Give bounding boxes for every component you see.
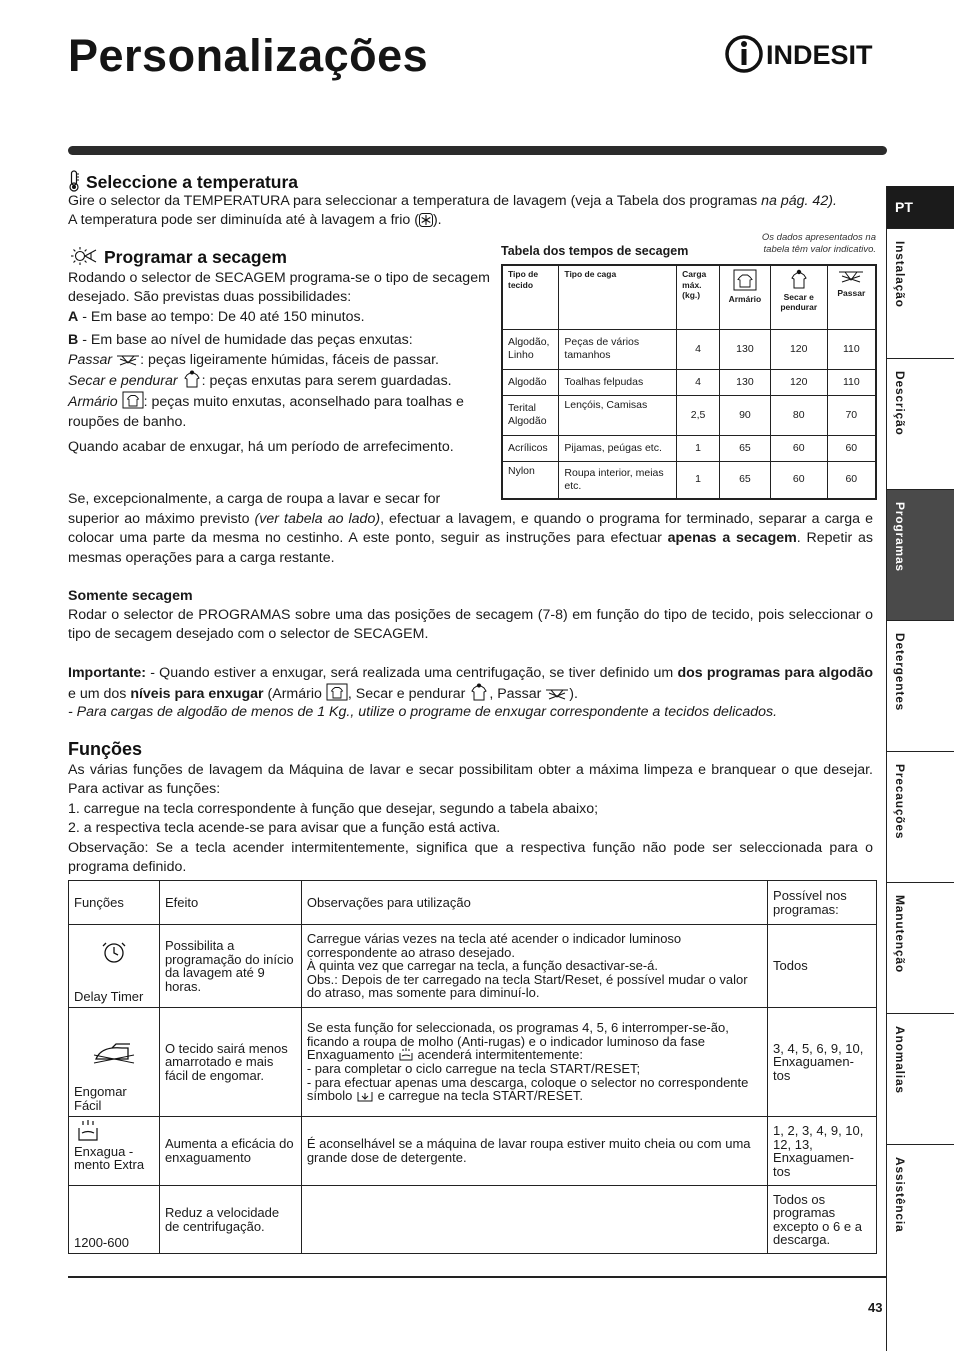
passar-icon xyxy=(545,687,569,701)
table-row: 1200-600 Reduz a velocidade de centrifugação. Todos os programas excepto o 6 e a descarga. xyxy=(69,1186,877,1254)
secar-pendurar-icon xyxy=(469,683,489,701)
armario-icon xyxy=(725,269,765,294)
rinse-icon xyxy=(76,1120,154,1145)
table-row: Delay Timer Possibilita a programação do início da lavagem até 9 horas. Carregue várias vezes na tecla até acender o indicador luminoso correspondente ao atraso desejado. À quinta vez que carregar na tecla, a função desactivar-se-á. Obs.: Depois de ter carregado na tecla Start/Reset, é possível mudar o valor do atraso, mas somente para diminuí-lo. Todos xyxy=(69,925,877,1008)
dry-table-title: Tabela dos tempos de secagem xyxy=(501,244,689,258)
functions-text: As várias funções de lavagem da Máquina de lavar e secar possibilitam obter a máxima limpeza e branquear o que desejar. Para activar as funções: 1. carregue na tecla correspondente à função que desejar, segundo a tabela abaixo; 2. a respectiva tecla acende-se para avisar que a função está activa. Observação: Se a tecla acender intermitentemente, significa que a respectiva função não pode ser seleccionada para o programa definido. xyxy=(68,762,873,876)
brand-name: INDESIT xyxy=(766,40,873,70)
sidebar-item-assistencia[interactable]: Assistência xyxy=(887,1144,954,1351)
table-row: Engomar Fácil O tecido sairá menos amarrotado e mais fácil de engomar. Se esta função for seleccionada, os programas 4, 5, 6 interromper-se-ão, ficando a roupa de molho (Anti-rugas) e o indicador luminoso da fase Enxaguamento acenderá intermitentemente: - para completar o ciclo carregue na tecla START/RESET; - para efectuar apenas uma descarga, coloque o selector no correspondente símbolo e carregue na tecla START/RESET. 3, 4, 5, 6, 9, 10, Enxaguamen-tos xyxy=(69,1008,877,1117)
sidebar-item-precaucoes[interactable]: Precauções xyxy=(887,751,954,882)
rinse-icon xyxy=(398,1048,414,1062)
functions-table xyxy=(68,880,877,1254)
sidebar-item-anomalias[interactable]: Anomalias xyxy=(887,1013,954,1144)
snowflake-icon xyxy=(419,213,433,227)
passar-icon xyxy=(116,353,140,367)
temperature-heading: Seleccione a temperatura xyxy=(68,170,298,194)
clock-icon xyxy=(74,941,154,968)
table-row: Tipo de tecido Tipo de caga Carga máx. (kg.) Armário Secar e pendurar Passar xyxy=(502,265,876,329)
dryer-sun-icon xyxy=(68,246,98,266)
table-row: Algodão Toalhas felpudas 4 130 120 110 xyxy=(502,369,876,395)
header-rule xyxy=(68,146,887,155)
passar-icon xyxy=(833,269,870,288)
armario-icon xyxy=(326,683,348,701)
only-dry-heading: Somente secagem xyxy=(68,588,193,604)
secar-pendurar-icon xyxy=(776,269,822,292)
table-row: Enxagua - mento Extra Aumenta a eficácia do enxaguamento É aconselhável se a máquina de lavar roupa estiver muito cheia ou com uma grande dose de detergente. 1, 2, 3, 4, 9, 10, 12, 13, Enxaguamen-tos xyxy=(69,1117,877,1186)
table-row: Funções Efeito Observações para utilização Possível nos programas: xyxy=(69,881,877,925)
table-row: Terital Algodão Lençóis, Camisas 2,5 90 80 70 xyxy=(502,395,876,435)
drying-times-table xyxy=(501,264,877,500)
sidebar-item-manutencao[interactable]: Manutenção xyxy=(887,882,954,1013)
sidebar-item-detergentes[interactable]: Detergentes xyxy=(887,620,954,751)
temperature-text: Gire o selector da TEMPERATURA para seleccionar a temperatura de lavagem (veja a Tabela dos programas na pág. 42). A temperatura pode ser diminuída até à lavagem a frio ( ). xyxy=(68,193,837,229)
table-row: Acrílicos Pijamas, peúgas etc. 1 65 60 60 xyxy=(502,435,876,461)
secar-pendurar-icon xyxy=(182,370,202,388)
page-title: Personalizações xyxy=(68,30,429,81)
drying-text: Rodando o selector de SECAGEM programa-se o tipo de secagem desejado. São previstas duas possibilidades: A - Em base ao tempo: De 40 até 150 minutos. B - Em base ao nível de humidade das peças enxutas: Passar : peças ligeiramente húmidas, fáceis de passar. Secar e pendurar : peças enxutas para serem guardadas. Armário : peças muito enxutas, aconselhado para toalhas e roupões de banho. Quando acabar de enxugar, há um período de arrefecimento. xyxy=(68,270,490,456)
thermometer-icon xyxy=(68,170,80,192)
important-note: - Para cargas de algodão de menos de 1 Kg., utilize o programe de enxugar correspondente a tecidos delicados. xyxy=(68,704,778,720)
drying-heading: Programar a secagem xyxy=(68,246,287,269)
functions-heading: Funções xyxy=(68,739,143,759)
important-text: Importante: - Quando estiver a enxugar, será realizada uma centrifugação, se tiver definido um dos programas para algodão e um dos níveis para enxugar (Armário , Secar e pendurar , Passar ). xyxy=(68,665,874,703)
page-number: 43 xyxy=(868,1300,883,1315)
drain-icon xyxy=(356,1089,374,1103)
footer-rule xyxy=(68,1276,887,1278)
language-tab[interactable]: PT xyxy=(887,186,954,228)
table-row: Nylon Roupa interior, meias etc. 1 65 60 60 xyxy=(502,461,876,499)
brand-logo xyxy=(724,34,889,74)
table-row: Algodão, Linho Peças de vários tamanhos 4 130 120 110 xyxy=(502,329,876,369)
sidebar-item-programas[interactable]: Programas xyxy=(887,489,954,620)
only-dry-text: Rodar o selector de PROGRAMAS sobre uma das posições de secagem (7-8) em função do tipo de tecido, pois seleccionar o tipo de secagem desejado com o selector de SECAGEM. xyxy=(68,607,873,643)
sidebar-nav xyxy=(886,186,954,1351)
overload-text-line1: Se, excepcionalmente, a carga de roupa a lavar e secar for xyxy=(68,491,441,507)
sidebar-item-instalacao[interactable]: Instalação xyxy=(887,228,954,358)
dry-table-note: Os dados apresentados na tabela têm valor indicativo. xyxy=(761,232,876,255)
overload-text: superior ao máximo previsto (ver tabela ao lado), efectuar a lavagem, e quando o programa for terminado, separar a carga e colocar uma parte da mesma no cestinho. A este ponto, seguir as instruções para efectuar apenas a secagem. Repetir as mesmas operações para a carga restante. xyxy=(68,511,874,566)
sidebar-item-descricao[interactable]: Descrição xyxy=(887,358,954,489)
iron-icon xyxy=(74,1043,154,1068)
armario-icon xyxy=(122,391,144,409)
